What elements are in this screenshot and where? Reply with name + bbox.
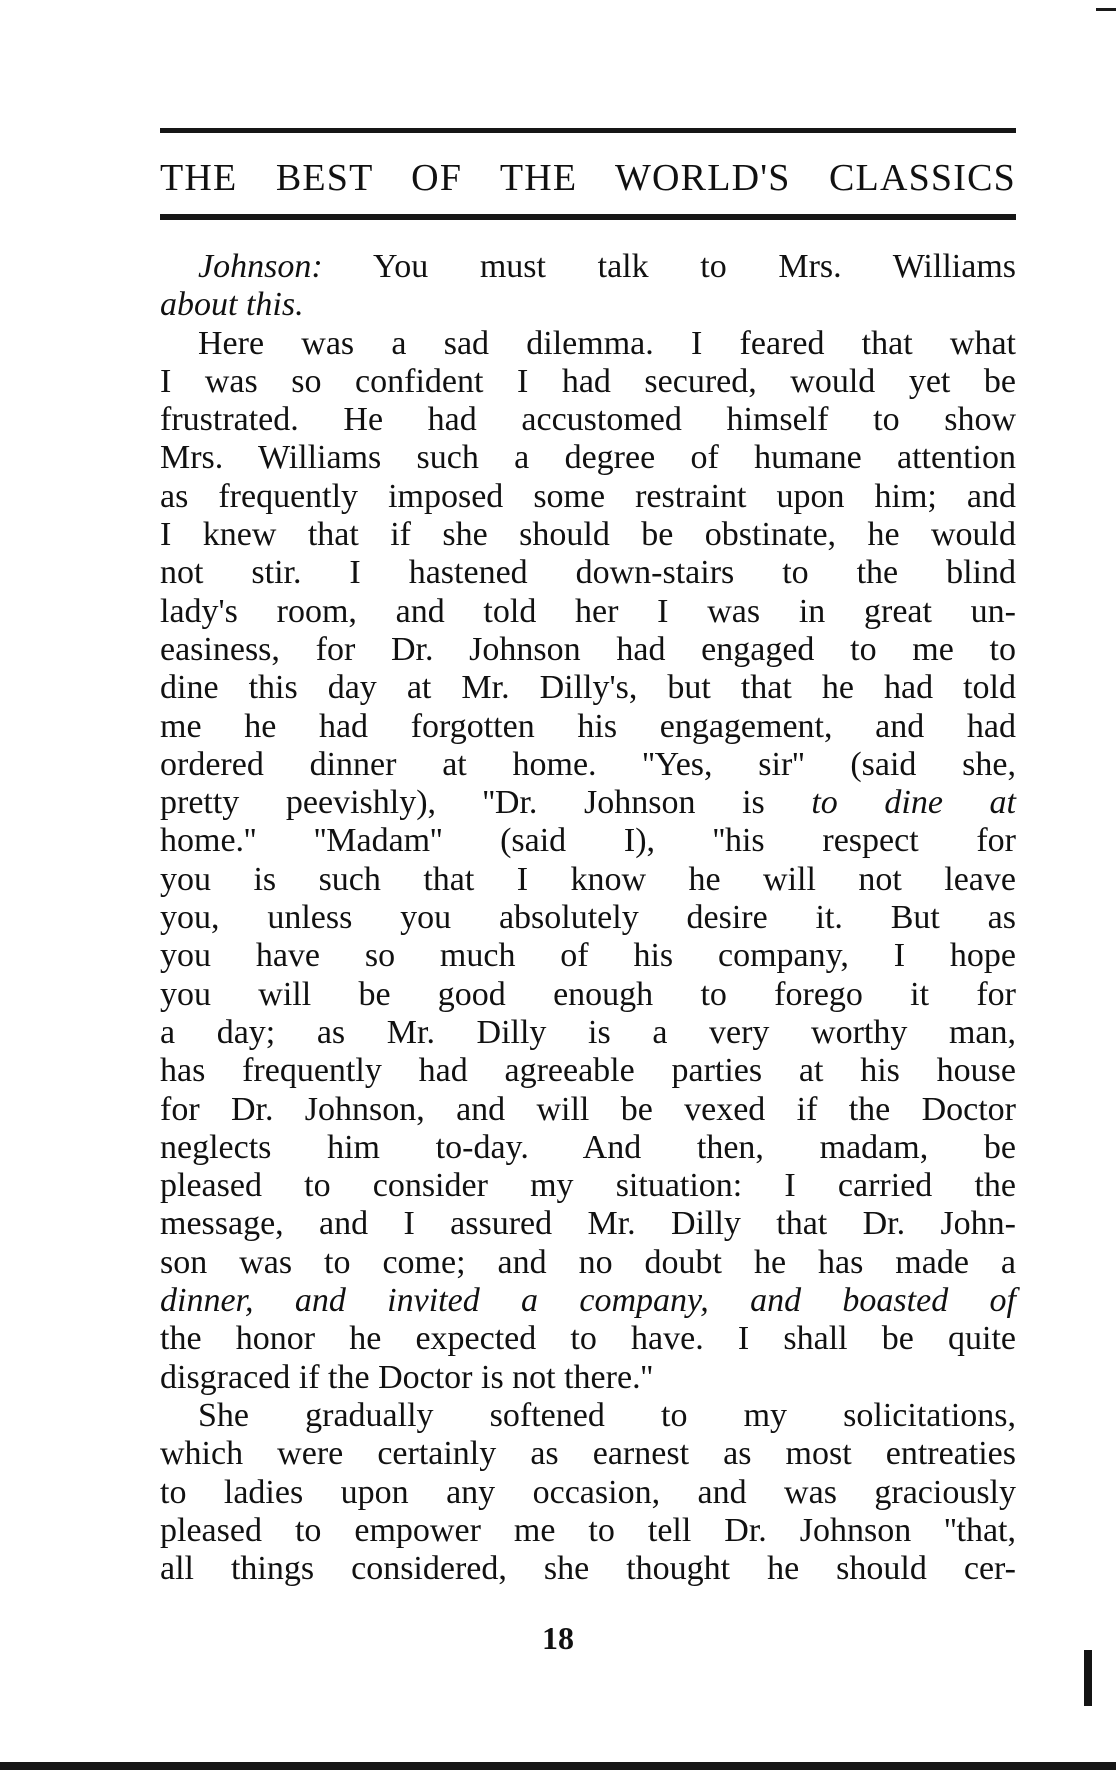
- text-line: you, unless you absolutely desire it. But as: [160, 899, 1016, 937]
- body-text: [160, 248, 1016, 1588]
- text-line: easiness, for Dr. Johnson had engaged to me to: [160, 630, 1016, 668]
- header-rule-top: [160, 128, 1016, 133]
- text-line: dine this day at Mr. Dilly's, but that he had told: [160, 669, 1016, 707]
- line-text: You must talk to Mrs. Williams: [322, 248, 1016, 285]
- text-line: I was so confident I had secured, would yet be: [160, 362, 1016, 400]
- running-head: THE BEST OF THE WORLD'S CLASSICS: [160, 157, 1016, 199]
- text-line: disgraced if the Doctor is not there.'': [160, 1358, 653, 1396]
- text-line: all things considered, she thought he should cer-: [160, 1550, 1016, 1588]
- text-line: you is such that I know he will not leave: [160, 860, 1016, 898]
- text-line: pleased to empower me to tell Dr. Johnson ''that,: [160, 1511, 1016, 1549]
- text-line: to ladies upon any occasion, and was graciously: [160, 1473, 1016, 1511]
- text-line: a day; as Mr. Dilly is a very worthy man,: [160, 1013, 1016, 1051]
- text-line: [160, 784, 1016, 822]
- italic-text: to dine at: [811, 784, 1016, 822]
- page-edge-mark: [1084, 1650, 1092, 1706]
- text-line: neglects him to-day. And then, madam, be: [160, 1128, 1016, 1166]
- text-line: which were certainly as earnest as most entreaties: [160, 1435, 1016, 1473]
- text-line: dinner, and invited a company, and boasted of: [160, 1282, 1016, 1320]
- text-line: She gradually softened to my solicitations,: [198, 1396, 1016, 1434]
- text-line: not stir. I hastened down-stairs to the blind: [160, 554, 1016, 592]
- text-line: frustrated. He had accustomed himself to show: [160, 401, 1016, 439]
- text-line: I knew that if she should be obstinate, he would: [160, 516, 1016, 554]
- text-line: about this.: [160, 286, 304, 324]
- text-line: message, and I assured Mr. Dilly that Dr. John-: [160, 1205, 1016, 1243]
- text-line: son was to come; and no doubt he has made a: [160, 1243, 1016, 1281]
- page-number: 18: [542, 1620, 574, 1656]
- text-line: ordered dinner at home. ''Yes, sir'' (said she,: [160, 745, 1016, 783]
- corner-mark: [1096, 8, 1116, 11]
- text-line: home.'' ''Madam'' (said I), ''his respect for: [160, 822, 1016, 860]
- text-line: you will be good enough to forego it for: [160, 975, 1016, 1013]
- speaker-label: Johnson:: [198, 248, 323, 285]
- text-line: [160, 248, 1016, 286]
- text-line: Here was a sad dilemma. I feared that what: [198, 324, 1016, 362]
- bottom-scan-border: [0, 1762, 1116, 1770]
- text-line: for Dr. Johnson, and will be vexed if the Doctor: [160, 1090, 1016, 1128]
- text-line: as frequently imposed some restraint upon him; and: [160, 477, 1016, 515]
- header-rule-bottom: [160, 214, 1016, 220]
- text-line: me he had forgotten his engagement, and had: [160, 707, 1016, 745]
- text-line: the honor he expected to have. I shall be quite: [160, 1320, 1016, 1358]
- text-line: Mrs. Williams such a degree of humane attention: [160, 439, 1016, 477]
- line-text: pretty peevishly), ''Dr. Johnson is: [160, 784, 812, 822]
- text-line: you have so much of his company, I hope: [160, 937, 1016, 975]
- text-line: lady's room, and told her I was in great un-: [160, 592, 1016, 630]
- text-line: pleased to consider my situation: I carried the: [160, 1167, 1016, 1205]
- text-line: has frequently had agreeable parties at his house: [160, 1052, 1016, 1090]
